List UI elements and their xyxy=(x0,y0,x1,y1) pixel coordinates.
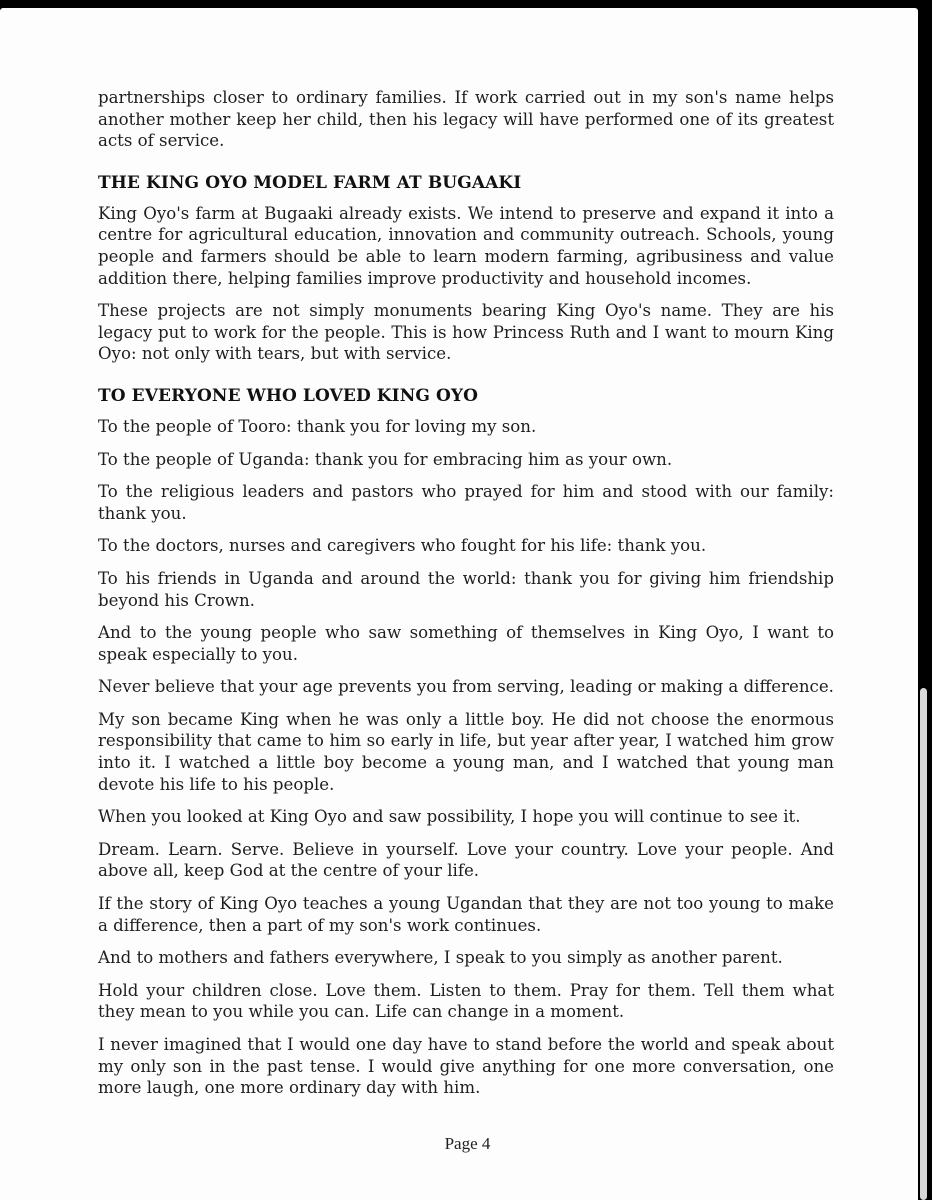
scrollbar-thumb[interactable] xyxy=(920,688,927,1200)
paragraph: To the doctors, nurses and caregivers who fought for his life: thank you. xyxy=(98,536,707,556)
paragraph: I never imagined that I would one day have to stand before the world and speak about my only son in the past tense. I would give anything for one more conversation, one more laugh, one more ordinary day with him. xyxy=(98,1035,834,1098)
section-heading-everyone-who-loved: TO EVERYONE WHO LOVED KING OYO xyxy=(98,385,479,406)
paragraph: If the story of King Oyo teaches a young Ugandan that they are not too young to make a difference, then a part of my son's work continues. xyxy=(98,894,834,935)
paragraph: When you looked at King Oyo and saw possibility, I hope you will continue to see it. xyxy=(98,807,801,827)
paragraph: Hold your children close. Love them. Listen to them. Pray for them. Tell them what they mean to you while you can. Life can change in a moment. xyxy=(98,980,834,1022)
paragraph: To the people of Uganda: thank you for embracing him as your own. xyxy=(98,449,673,469)
page-content xyxy=(98,87,834,1110)
intro-paragraph: partnerships closer to ordinary families. If work carried out in my son's name helps another mother keep her child, then his legacy will have performed one of its greatest acts of service. xyxy=(98,88,834,151)
paragraph: To the people of Tooro: thank you for loving my son. xyxy=(98,416,537,436)
paragraph: My son became King when he was only a little boy. He did not choose the enormous responsibility that came to him so early in life, but year after year, I watched him grow into it. I watched a little boy become a young man, and I watched that young man devote his life to his people. xyxy=(98,709,834,794)
document-page xyxy=(0,8,918,1200)
paragraph: And to the young people who saw something of themselves in King Oyo, I want to speak especially to you. xyxy=(98,623,834,664)
paragraph: Dream. Learn. Serve. Believe in yourself. Love your country. Love your people. And above all, keep God at the centre of your life. xyxy=(98,839,834,881)
paragraph: To his friends in Uganda and around the world: thank you for giving him friendship beyond his Crown. xyxy=(98,568,834,610)
paragraph: King Oyo's farm at Bugaaki already exists. We intend to preserve and expand it into a centre for agricultural education, innovation and community outreach. Schools, young people and farmers should be able to learn modern farming, agribusiness and value addition there, helping families improve productivity and household incomes. xyxy=(98,203,834,288)
section-heading-model-farm: THE KING OYO MODEL FARM AT BUGAAKI xyxy=(98,172,522,193)
page-number: Page 4 xyxy=(444,1134,491,1153)
paragraph: These projects are not simply monuments bearing King Oyo's name. They are his legacy put to work for the people. This is how Princess Ruth and I want to mourn King Oyo: not only with tears, but with service. xyxy=(98,301,834,364)
paragraph: Never believe that your age prevents you from serving, leading or making a difference. xyxy=(98,677,834,697)
paragraph: To the religious leaders and pastors who prayed for him and stood with our family: thank you. xyxy=(98,482,834,523)
paragraph: And to mothers and fathers everywhere, I speak to you simply as another parent. xyxy=(98,948,783,968)
